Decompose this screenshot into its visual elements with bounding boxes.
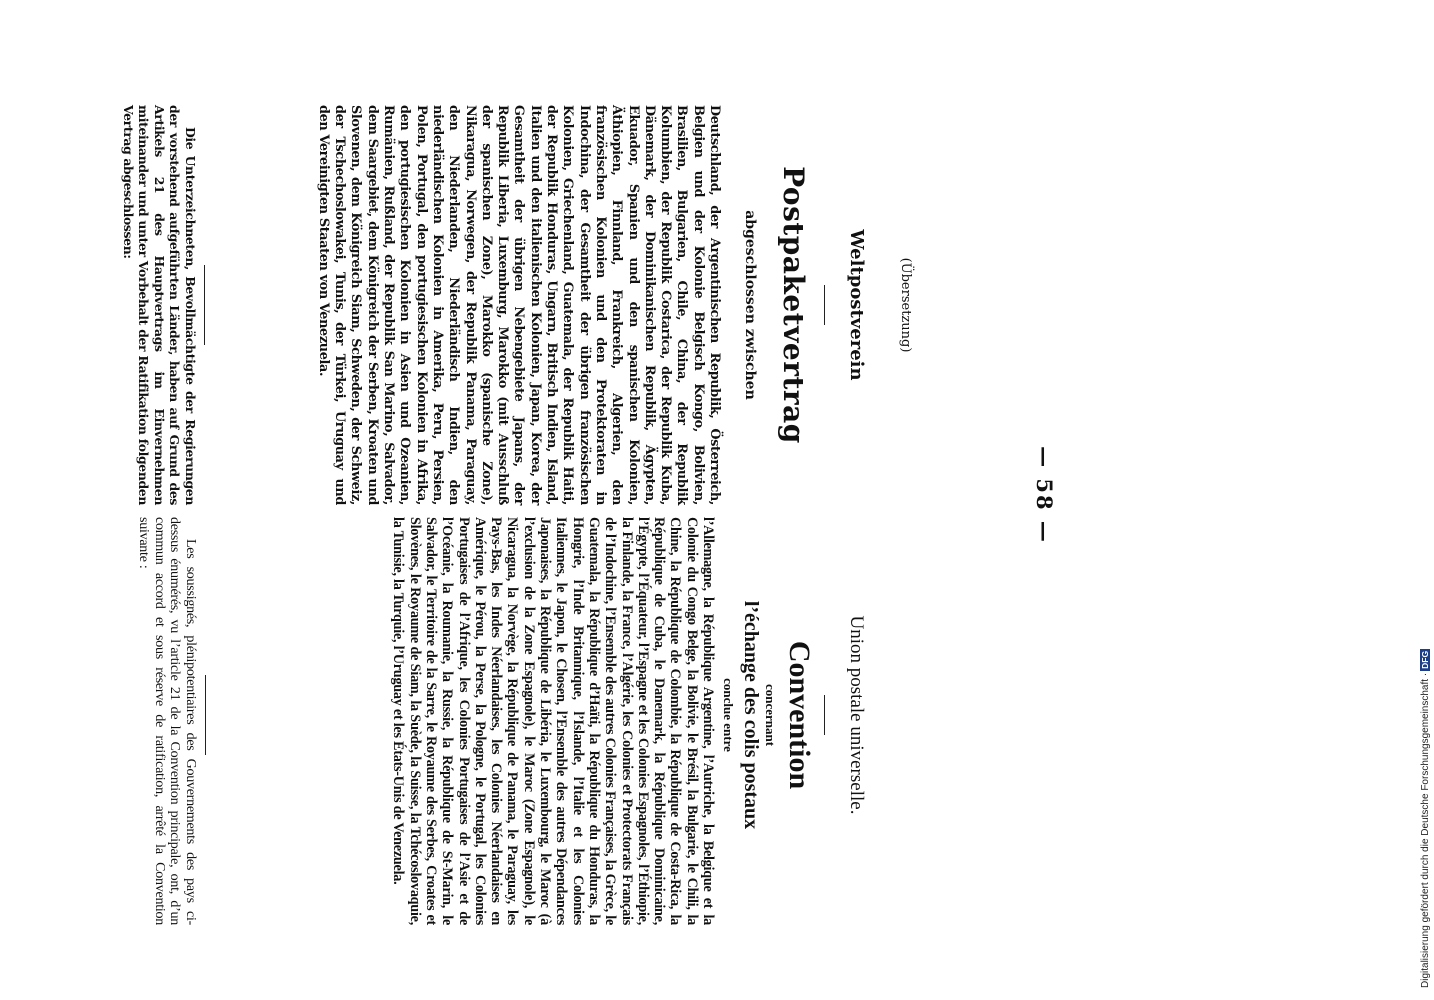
german-conclue: abgeschlossen zwischen (742, 210, 758, 400)
german-title: Postpaketvertrag (777, 166, 810, 444)
german-rule-2 (204, 265, 205, 345)
german-translation-note: (Übersetzung) (898, 257, 913, 353)
french-concernant: concernant (763, 683, 778, 747)
dfg-funding-text: Digitalisierung gefördert durch die Deutsche Forschungsgemeinschaft · (1420, 672, 1431, 988)
german-rule-1 (824, 285, 825, 325)
french-conclue: conclue entre (721, 678, 736, 752)
german-parties: Deutschland, der Argentinischen Republik, Österreich, Belgien und der Kolonie Belgisch Kongo, Bolivien, Brasilien, Bulgarien, Chile, China, der Republik Kolumbien, der Republik Costarica, der Republik Kuba, Dänemark, der Dominikanischen Republik, Ägypten, Ekuador, Spanien und den spanischen Kolonien, Äthiopien, Finnland, Frankreich, Algerien, den französischen Kolonien und den Protektoraten in Indochina, der Gesamtheit der übrigen französischen Kolonien, Griechenland, Guatemala, der Republik Haiti, der Republik Honduras, Ungarn, Britisch Indien, Island, Italien und den italienischen Kolonien, Japan, Korea, der Gesamtheit der übrigen Nebengebiete Japans, der Republik Liberia, Luxemburg, Marokko (mit Ausschluß der spanischen Zone), Marokko (spanische Zone), Nikaragua, Norwegen, der Republik Panama, Paraguay, den Niederlanden, Niederländisch Indien, den niederländischen Kolonien in Amerika, Peru, Persien, Polen, Portugal, den portugiesischen Kolonien in Afrika, den portugiesischen Kolonien in Asien und Ozeanien, Rumänien, Rußland, der Republik San Marino, Salvador, dem Saargebiet, dem Königreich der Serben, Kroaten und Slovenen, dem Königreich Siam, Schweden, der Schweiz, der Tschechoslowakei, Tunis, der Türkei, Uruguay und den Vereinigten Staaten von Venezuela. (315, 105, 722, 505)
french-parties: l’Allemagne, la République Argentine, l’Autriche, la Belgique et la Colonie du Congo Belge, la Bolivie, le Brésil, la Bulgarie, le Chili, la Chine, la République de Colombie, la République de Costa-Rica, la République de Cuba, le Danemark, la République Dominicaine, l’Égypte, l’Équateur, l’Espagne et les Colonies Espagnoles, l’Éthiopie, la Finlande, la France, l’Algérie, les Colonies et Protectorats Français de l’Indochine, l’Ensemble des autres Colonies Françaises, la Grèce, le Guatemala, la République d’Haïti, la République du Honduras, la Hongrie, l’Inde Britannique, l’Islande, l’Italie et les Colonies Italiennes, le Japon, le Chosen, l’Ensemble des autres Dépendances Japonaises, la République de Libéria, le Luxembourg, le Maroc (à l’exclusion de la Zone Espagnole), le Maroc (Zone Espagnole), le Nicaragua, la Norvège, la République de Panama, le Paraguay, les Pays-Bas, les Indes Néerlandaises, les Colonies Néerlandaises en Amérique, le Pérou, la Perse, la Pologne, le Portugal, les Colonies Portugaises de l’Afrique, les Colonies Portugaises de l’Asie et de l’Océanie, la Roumanie, la Russie, la République de St-Marin, le Salvador, le Territoire de la Sarre, le Royaume des Serbes, Croates et Slovènes, le Royaume de Siam, la Suède, la Suisse, la Tchécoslovaquie, la Tunisie, la Turquie, l’Uruguay et les États-Unis de Venezuela. (390, 517, 716, 925)
french-union-heading: Union postale universelle. (846, 615, 867, 815)
dfg-logo: DFG (1420, 650, 1430, 669)
french-rule-1 (824, 695, 825, 735)
french-title: Convention (783, 640, 816, 790)
german-union-heading: Weltpostverein (846, 229, 867, 381)
german-closing: Die Unterzeichneten, Bevollmächtigte der Regierungen der vorstehend aufgeführten Länder, haben auf Grund des Artikels 21 des Hauptvertrags im Einvernehmen miteinander und unter Vorbehalt der Ratifikation folgenden Vertrag abgeschlossen: (120, 105, 198, 505)
rotated-content (120, 95, 1110, 925)
french-rule-2 (205, 675, 206, 755)
french-subject: l’échange des colis postaux (740, 600, 762, 830)
dfg-funding-note (1420, 649, 1431, 988)
french-closing: Les soussignés, plénipotentiaires des Gouvernements des pays ci-dessus énumérés, vu l’article 21 de la Convention principale, ont, d’un commun accord et sous réserve de ratification, arrêté la Convention suivante : (136, 517, 198, 925)
page-number: — 58 — (1032, 446, 1057, 544)
